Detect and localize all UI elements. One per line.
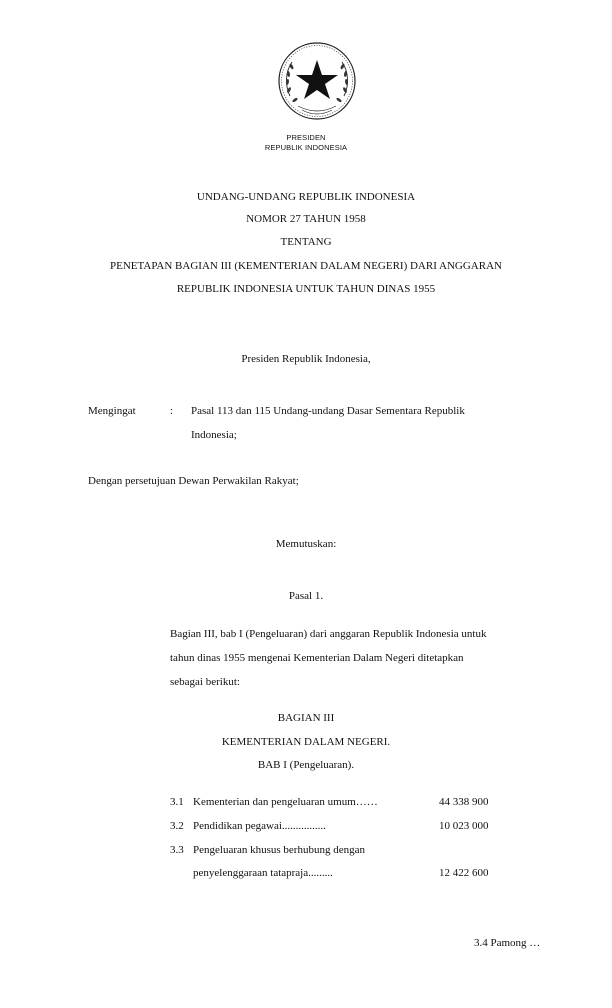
garuda-star-seal-icon — [276, 40, 358, 122]
next-page-catchword: 3.4 Pamong … — [474, 937, 541, 949]
law-tentang: TENTANG — [280, 236, 332, 248]
budget-item-label-continued: penyelenggaraan tatapraja......... — [193, 867, 333, 879]
law-title: UNDANG-UNDANG REPUBLIK INDONESIA — [196, 191, 416, 203]
budget-item-label: Pengeluaran khusus berhubung dengan — [193, 844, 365, 856]
persetujuan: Dengan persetujuan Dewan Perwakilan Rakyat; — [88, 475, 299, 487]
budget-item-num: 3.2 — [170, 820, 184, 832]
header-presiden: PRESIDEN — [286, 133, 326, 142]
budget-item-amount: 44 338 900 — [439, 796, 489, 808]
header-republik-indonesia: REPUBLIK INDONESIA — [264, 143, 348, 152]
mengingat-label: Mengingat — [88, 405, 136, 417]
bagian-heading: BAGIAN III — [277, 712, 335, 724]
law-subject-line1: PENETAPAN BAGIAN III (KEMENTERIAN DALAM NEGERI) DARI ANGGARAN — [110, 260, 502, 272]
law-number: NOMOR 27 TAHUN 1958 — [246, 213, 366, 225]
budget-item-amount: 12 422 600 — [439, 867, 489, 879]
mengingat-text-line2: Indonesia; — [191, 429, 237, 441]
mengingat-text-line1: Pasal 113 dan 115 Undang-undang Dasar Sementara Republik — [191, 405, 465, 417]
pasal-1-line1: Bagian III, bab I (Pengeluaran) dari anggaran Republik Indonesia untuk — [170, 628, 487, 640]
presidential-seal — [276, 40, 358, 122]
budget-item-num: 3.3 — [170, 844, 184, 856]
bagian-bab: BAB I (Pengeluaran). — [257, 759, 355, 771]
law-subject-line2: REPUBLIK INDONESIA UNTUK TAHUN DINAS 1955 — [176, 283, 436, 295]
pasal-1-heading: Pasal 1. — [288, 590, 324, 602]
mengingat-colon: : — [170, 405, 174, 417]
budget-item-num: 3.1 — [170, 796, 184, 808]
memutuskan: Memutuskan: — [275, 538, 337, 550]
bagian-ministry: KEMENTERIAN DALAM NEGERI. — [221, 736, 391, 748]
pasal-1-line2: tahun dinas 1955 mengenai Kementerian Dalam Negeri ditetapkan — [170, 652, 464, 664]
pasal-1-line3: sebagai berikut: — [170, 676, 240, 688]
budget-item-label: Pendidikan pegawai................ — [193, 820, 326, 832]
budget-item-label: Kementerian dan pengeluaran umum…… — [193, 796, 378, 808]
budget-item-amount: 10 023 000 — [439, 820, 489, 832]
preamble: Presiden Republik Indonesia, — [241, 353, 371, 365]
